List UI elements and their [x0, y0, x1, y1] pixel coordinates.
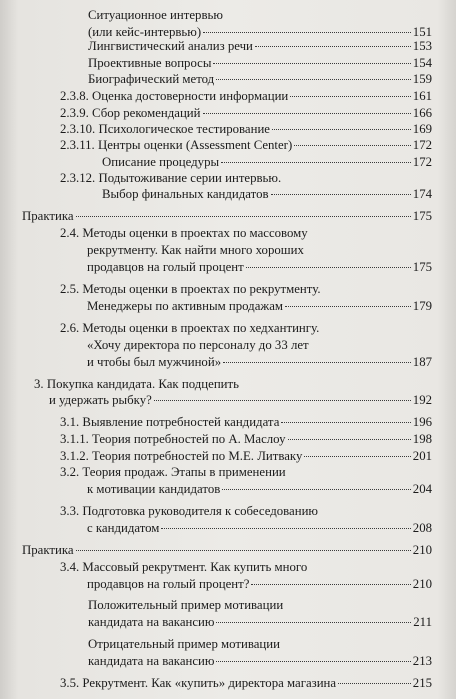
leader-dots — [304, 455, 410, 457]
toc-page-number: 151 — [412, 24, 432, 39]
toc-entry-title: Ситуационное интервью — [88, 7, 223, 22]
toc-entry-title: 2.3.9. Сбор рекомендаций — [60, 105, 201, 120]
toc-entry-title: Выбор финальных кандидатов — [102, 187, 269, 202]
leader-dots — [216, 78, 411, 80]
toc-entry-title: 3.3. Подготовка руководителя к собеседованию — [60, 503, 319, 518]
toc-entry-title: продавцов на голый процент? — [87, 576, 250, 591]
toc-entry — [60, 105, 432, 122]
toc-entry — [60, 431, 432, 448]
toc-page-number: 196 — [412, 415, 432, 430]
toc-entry — [60, 559, 432, 593]
toc-entry-title: 3.1.1. Теория потребностей по А. Маслоу — [60, 432, 286, 447]
toc-entry — [88, 597, 432, 631]
toc-entry-title: 2.3.11. Центры оценки (Assessment Center) — [60, 137, 293, 152]
toc-entry — [60, 503, 432, 537]
leader-dots — [76, 549, 411, 551]
leader-dots — [255, 45, 411, 47]
toc-entry — [22, 542, 432, 559]
toc-entry-title: кандидата на вакансию — [88, 615, 215, 630]
toc-page-number: 153 — [412, 38, 432, 53]
toc-entry-title: 3.4. Массовый рекрутмент. Как купить много — [60, 559, 308, 574]
toc-entry-title: Практика — [22, 209, 74, 224]
toc-entry — [88, 7, 432, 41]
leader-dots — [338, 682, 411, 684]
toc-page-number: 198 — [412, 432, 432, 447]
toc-page-number: 201 — [412, 449, 432, 464]
toc-page-number: 210 — [412, 576, 432, 591]
toc-entry-title: 2.3.8. Оценка достоверности информации — [60, 88, 289, 103]
toc-page-number: 211 — [413, 615, 432, 630]
toc-entry-title: 3.1. Выявление потребностей кандидата — [60, 415, 280, 430]
toc-entry-title: Отрицательный пример мотивации — [88, 637, 280, 652]
toc-page-number: 172 — [412, 154, 432, 169]
leader-dots — [213, 62, 410, 64]
toc-entry-title: 3.5. Рекрутмент. Как «купить» директора магазина — [60, 676, 337, 691]
toc-entry — [60, 320, 432, 371]
leader-dots — [271, 193, 411, 195]
toc-entry — [88, 636, 432, 670]
toc-entry-title: Биографический метод — [88, 71, 215, 86]
toc-entry-title: рекрутменту. Как найти много хороших — [87, 243, 304, 258]
toc-page-number: 172 — [412, 137, 432, 152]
leader-dots — [246, 266, 411, 268]
toc-entry-title: Практика — [22, 542, 74, 557]
toc-entry — [34, 376, 432, 410]
toc-entry — [22, 208, 432, 225]
toc-page-number: 161 — [412, 88, 432, 103]
toc-entry-title: «Хочу директора по персоналу до 33 лет — [87, 337, 309, 352]
toc-entry-title: 3.2. Теория продаж. Этапы в применении — [60, 465, 286, 480]
toc-entry-title: кандидата на вакансию — [88, 654, 215, 669]
toc-page-number: 175 — [412, 260, 432, 275]
toc-entry-title: к мотивации кандидатов — [87, 482, 221, 497]
leader-dots — [285, 305, 411, 307]
leader-dots — [251, 583, 410, 585]
toc-page-number: 204 — [412, 482, 432, 497]
toc-entry-title: Менеджеры по активным продажам — [87, 298, 284, 313]
leader-dots — [281, 421, 410, 423]
toc-entry-title: и удержать рыбку? — [49, 393, 152, 408]
toc-entry-title: Проективные вопросы — [88, 55, 212, 70]
leader-dots — [221, 161, 411, 163]
toc-page-number: 192 — [412, 393, 432, 408]
toc-entry-title: 2.5. Методы оценки в проектах по рекрутменту. — [60, 282, 321, 297]
toc-entry-title: Лингвистический анализ речи — [88, 38, 253, 53]
toc-entry — [60, 675, 432, 692]
toc-page-number: 159 — [412, 71, 432, 86]
toc-entry-title: 2.3.12. Подытоживание серии интервью. — [60, 170, 282, 185]
toc-page-number: 215 — [412, 676, 432, 691]
toc-entry — [60, 281, 432, 315]
toc-entry — [60, 121, 432, 138]
toc-entry — [60, 225, 432, 276]
leader-dots — [203, 31, 411, 33]
toc-page-number: 179 — [412, 298, 432, 313]
toc-entry — [60, 448, 432, 465]
toc-page-number: 187 — [412, 354, 432, 369]
toc-entry-title: Описание процедуры — [102, 154, 220, 169]
leader-dots — [288, 438, 411, 440]
toc-entry-title: с кандидатом — [87, 520, 160, 535]
toc-entry — [60, 88, 432, 105]
toc-page-number: 169 — [412, 121, 432, 136]
toc-page-number: 154 — [412, 55, 432, 70]
leader-dots — [290, 95, 411, 97]
toc-entry — [60, 137, 432, 154]
toc-page-number: 208 — [412, 520, 432, 535]
toc-entry — [88, 38, 432, 55]
leader-dots — [76, 215, 411, 217]
toc-entry-title: 3. Покупка кандидата. Как подцепить — [34, 376, 239, 391]
toc-page-number: 210 — [412, 542, 432, 557]
toc-entry-title: 3.1.2. Теория потребностей по М.Е. Литваку — [60, 449, 303, 464]
leader-dots — [161, 527, 410, 529]
toc-entry-title: 2.4. Методы оценки в проектах по массовому — [60, 226, 308, 241]
toc-page-number: 166 — [412, 105, 432, 120]
leader-dots — [154, 399, 411, 401]
toc-entry-title: продавцов на голый процент — [87, 260, 244, 275]
toc-page-number: 213 — [412, 654, 432, 669]
toc-entry-title: и чтобы был мужчиной» — [87, 354, 222, 369]
toc-entry — [88, 71, 432, 88]
toc-entry — [88, 55, 432, 72]
toc-entry — [60, 464, 432, 498]
toc-page-number: 174 — [412, 187, 432, 202]
leader-dots — [294, 144, 411, 146]
toc-entry — [60, 414, 432, 431]
leader-dots — [216, 660, 410, 662]
leader-dots — [223, 361, 411, 363]
leader-dots — [203, 112, 411, 114]
toc-entry-title: 2.6. Методы оценки в проектах по хедхантингу. — [60, 320, 320, 335]
toc-page-number: 175 — [412, 209, 432, 224]
toc-entry — [102, 154, 432, 171]
toc-entry-title: Положительный пример мотивации — [88, 598, 284, 613]
toc-entry — [60, 170, 432, 204]
toc-entry-title: 2.3.10. Психологическое тестирование — [60, 121, 270, 136]
toc-entry-title: (или кейс-интервью) — [88, 24, 202, 39]
leader-dots — [222, 488, 411, 490]
leader-dots — [216, 621, 411, 623]
leader-dots — [272, 128, 411, 130]
